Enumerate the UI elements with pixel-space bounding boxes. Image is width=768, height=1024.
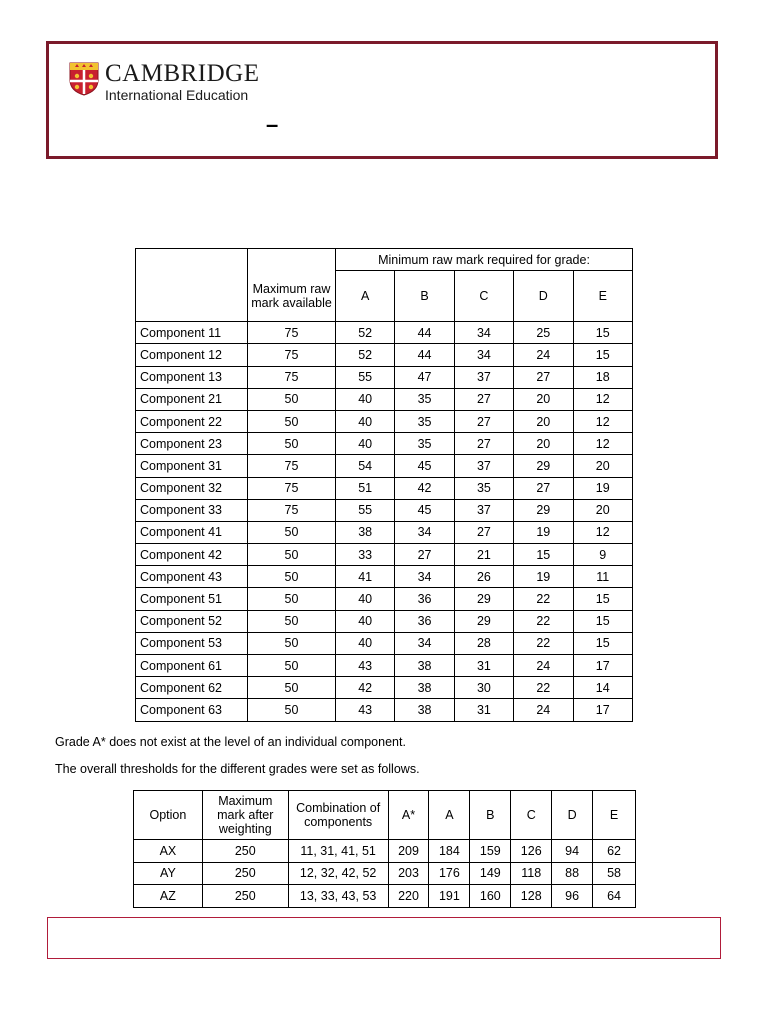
max-mark-cell: 50 (248, 655, 336, 677)
max-mark-cell: 50 (248, 410, 336, 432)
grade-a-cell: 43 (336, 699, 395, 721)
grade-e-cell: 14 (573, 677, 633, 699)
table-header-row (136, 271, 633, 322)
table-row (134, 885, 636, 908)
overall-cell: 176 (429, 862, 470, 885)
grade-a-cell: 38 (336, 521, 395, 543)
grade-a-cell: 54 (336, 455, 395, 477)
overall-cell: 220 (388, 885, 429, 908)
table-row (136, 322, 633, 344)
component-name-cell: Component 43 (136, 566, 248, 588)
grade-e-cell: 15 (573, 344, 633, 366)
grade-e-cell: 17 (573, 655, 633, 677)
grade-a-cell: 55 (336, 499, 395, 521)
logo-name: CAMBRIDGE (105, 60, 260, 87)
overall-note: The overall thresholds for the different grades were set as follows. (55, 762, 420, 776)
grade-e-cell: 12 (573, 388, 633, 410)
overall-header-cell: Combination of components (288, 791, 388, 840)
overall-cell: 96 (552, 885, 593, 908)
overall-cell: 58 (593, 862, 636, 885)
grade-d-cell: 19 (514, 566, 573, 588)
grade-c-cell: 27 (454, 521, 513, 543)
overall-cell: 250 (202, 862, 288, 885)
component-name-cell: Component 33 (136, 499, 248, 521)
grade-a-cell: 40 (336, 433, 395, 455)
empty-header-cell (136, 271, 248, 322)
grade-c-cell: 28 (454, 632, 513, 654)
table-row (136, 544, 633, 566)
grade-a-cell: 40 (336, 588, 395, 610)
component-name-cell: Component 21 (136, 388, 248, 410)
grade-e-cell: 15 (573, 322, 633, 344)
title-dash: – (266, 112, 279, 137)
max-mark-cell: 50 (248, 388, 336, 410)
grade-header: D (514, 271, 573, 322)
grade-e-cell: 12 (573, 521, 633, 543)
grade-b-cell: 47 (395, 366, 454, 388)
max-raw-mark-header: Maximum raw mark available (248, 271, 336, 322)
table-row (136, 388, 633, 410)
overall-cell: 250 (202, 840, 288, 863)
table-row (136, 477, 633, 499)
grade-e-cell: 15 (573, 588, 633, 610)
max-mark-cell: 75 (248, 322, 336, 344)
grade-e-cell: 12 (573, 433, 633, 455)
grade-d-cell: 22 (514, 610, 573, 632)
grade-a-cell: 43 (336, 655, 395, 677)
grade-b-cell: 36 (395, 588, 454, 610)
overall-cell: 184 (429, 840, 470, 863)
component-name-cell: Component 11 (136, 322, 248, 344)
grade-b-cell: 45 (395, 455, 454, 477)
grade-c-cell: 35 (454, 477, 513, 499)
grade-d-cell: 20 (514, 410, 573, 432)
grade-e-cell: 20 (573, 499, 633, 521)
overall-cell: 118 (511, 862, 552, 885)
cambridge-shield-icon (69, 62, 99, 96)
table-row (134, 862, 636, 885)
max-mark-cell: 50 (248, 521, 336, 543)
overall-cell: AX (134, 840, 203, 863)
component-name-cell: Component 32 (136, 477, 248, 499)
overall-cell: 209 (388, 840, 429, 863)
grade-a-cell: 40 (336, 610, 395, 632)
max-mark-cell: 50 (248, 433, 336, 455)
grade-c-cell: 21 (454, 544, 513, 566)
max-mark-cell: 50 (248, 588, 336, 610)
grade-header: B (395, 271, 454, 322)
overall-cell: AY (134, 862, 203, 885)
grade-c-cell: 31 (454, 655, 513, 677)
overall-cell: 128 (511, 885, 552, 908)
grade-header: E (573, 271, 633, 322)
table-row (136, 344, 633, 366)
grade-d-cell: 25 (514, 322, 573, 344)
overall-cell: 203 (388, 862, 429, 885)
grade-a-cell: 40 (336, 410, 395, 432)
grade-e-cell: 19 (573, 477, 633, 499)
grade-d-cell: 27 (514, 366, 573, 388)
table-header-row (136, 249, 633, 271)
grade-c-cell: 37 (454, 499, 513, 521)
grade-a-cell: 52 (336, 344, 395, 366)
grade-a-cell: 52 (336, 322, 395, 344)
table-row (136, 521, 633, 543)
grade-e-cell: 17 (573, 699, 633, 721)
header-box (46, 41, 718, 159)
grade-c-cell: 37 (454, 455, 513, 477)
grade-a-cell: 40 (336, 388, 395, 410)
empty-header-cell (248, 249, 336, 271)
overall-cell: 159 (470, 840, 511, 863)
overall-header-cell: E (593, 791, 636, 840)
overall-cell: 88 (552, 862, 593, 885)
overall-cell: 13, 33, 43, 53 (288, 885, 388, 908)
grade-e-cell: 9 (573, 544, 633, 566)
grade-d-cell: 24 (514, 655, 573, 677)
grade-b-cell: 38 (395, 677, 454, 699)
empty-header-cell (136, 249, 248, 271)
grade-c-cell: 27 (454, 388, 513, 410)
table-header-row (134, 791, 636, 840)
component-name-cell: Component 53 (136, 632, 248, 654)
grade-c-cell: 26 (454, 566, 513, 588)
grade-b-cell: 36 (395, 610, 454, 632)
overall-header-cell: B (470, 791, 511, 840)
table-row (136, 499, 633, 521)
grade-a-cell: 55 (336, 366, 395, 388)
overall-cell: 191 (429, 885, 470, 908)
overall-header-cell: A (429, 791, 470, 840)
overall-cell: 12, 32, 42, 52 (288, 862, 388, 885)
grade-d-cell: 24 (514, 344, 573, 366)
grade-e-cell: 15 (573, 610, 633, 632)
table-row (136, 588, 633, 610)
grade-c-cell: 29 (454, 610, 513, 632)
grade-d-cell: 20 (514, 388, 573, 410)
grade-c-cell: 37 (454, 366, 513, 388)
table-row (136, 455, 633, 477)
max-mark-cell: 50 (248, 544, 336, 566)
grade-b-cell: 35 (395, 410, 454, 432)
grade-c-cell: 29 (454, 588, 513, 610)
overall-cell: 62 (593, 840, 636, 863)
grade-e-cell: 20 (573, 455, 633, 477)
grade-d-cell: 22 (514, 677, 573, 699)
grade-a-cell: 41 (336, 566, 395, 588)
grade-d-cell: 29 (514, 499, 573, 521)
table-row (136, 433, 633, 455)
component-name-cell: Component 42 (136, 544, 248, 566)
grade-d-cell: 29 (514, 455, 573, 477)
component-name-cell: Component 63 (136, 699, 248, 721)
grade-d-cell: 20 (514, 433, 573, 455)
table-row (136, 410, 633, 432)
grade-d-cell: 15 (514, 544, 573, 566)
grade-c-cell: 31 (454, 699, 513, 721)
table-row (136, 677, 633, 699)
overall-threshold-table (133, 790, 636, 908)
footer-box (47, 917, 721, 959)
grade-a-cell: 51 (336, 477, 395, 499)
component-name-cell: Component 62 (136, 677, 248, 699)
grade-d-cell: 27 (514, 477, 573, 499)
max-mark-cell: 50 (248, 610, 336, 632)
grade-b-cell: 44 (395, 344, 454, 366)
grade-a-cell: 40 (336, 632, 395, 654)
component-name-cell: Component 12 (136, 344, 248, 366)
overall-cell: 64 (593, 885, 636, 908)
grade-b-cell: 44 (395, 322, 454, 344)
max-mark-cell: 75 (248, 499, 336, 521)
component-name-cell: Component 51 (136, 588, 248, 610)
max-mark-cell: 75 (248, 366, 336, 388)
table-row (136, 699, 633, 721)
grade-e-cell: 12 (573, 410, 633, 432)
max-mark-cell: 50 (248, 632, 336, 654)
max-mark-cell: 75 (248, 455, 336, 477)
table-row (136, 655, 633, 677)
grade-c-cell: 34 (454, 322, 513, 344)
overall-header-cell: Maximum mark after weighting (202, 791, 288, 840)
table-row (136, 366, 633, 388)
grade-c-cell: 34 (454, 344, 513, 366)
table-row (136, 632, 633, 654)
grade-e-cell: 15 (573, 632, 633, 654)
grade-d-cell: 22 (514, 632, 573, 654)
overall-cell: 94 (552, 840, 593, 863)
grade-d-cell: 19 (514, 521, 573, 543)
overall-cell: 11, 31, 41, 51 (288, 840, 388, 863)
grade-header: A (336, 271, 395, 322)
grade-b-cell: 34 (395, 566, 454, 588)
grade-b-cell: 38 (395, 699, 454, 721)
grade-b-cell: 35 (395, 388, 454, 410)
table-row (136, 566, 633, 588)
grade-b-cell: 34 (395, 632, 454, 654)
min-raw-mark-header: Minimum raw mark required for grade: (336, 249, 633, 271)
grade-b-cell: 27 (395, 544, 454, 566)
component-name-cell: Component 61 (136, 655, 248, 677)
overall-cell: AZ (134, 885, 203, 908)
overall-header-cell: D (552, 791, 593, 840)
overall-cell: 126 (511, 840, 552, 863)
grade-a-cell: 42 (336, 677, 395, 699)
grade-b-cell: 34 (395, 521, 454, 543)
grade-c-cell: 30 (454, 677, 513, 699)
astar-note: Grade A* does not exist at the level of an individual component. (55, 735, 406, 749)
grade-b-cell: 38 (395, 655, 454, 677)
overall-cell: 149 (470, 862, 511, 885)
cambridge-logo (69, 62, 260, 104)
component-name-cell: Component 52 (136, 610, 248, 632)
component-name-cell: Component 41 (136, 521, 248, 543)
table-row (134, 840, 636, 863)
overall-cell: 250 (202, 885, 288, 908)
overall-header-cell: C (511, 791, 552, 840)
grade-c-cell: 27 (454, 433, 513, 455)
overall-cell: 160 (470, 885, 511, 908)
component-name-cell: Component 23 (136, 433, 248, 455)
component-name-cell: Component 31 (136, 455, 248, 477)
max-mark-cell: 50 (248, 699, 336, 721)
max-mark-cell: 50 (248, 677, 336, 699)
grade-d-cell: 24 (514, 699, 573, 721)
grade-e-cell: 18 (573, 366, 633, 388)
max-mark-cell: 75 (248, 477, 336, 499)
logo-subtitle: International Education (105, 87, 249, 103)
grade-c-cell: 27 (454, 410, 513, 432)
grade-header: C (454, 271, 513, 322)
max-mark-cell: 50 (248, 566, 336, 588)
overall-header-cell: Option (134, 791, 203, 840)
grade-b-cell: 35 (395, 433, 454, 455)
max-mark-cell: 75 (248, 344, 336, 366)
grade-b-cell: 45 (395, 499, 454, 521)
grade-d-cell: 22 (514, 588, 573, 610)
table-row (136, 610, 633, 632)
component-threshold-table (135, 248, 633, 722)
grade-a-cell: 33 (336, 544, 395, 566)
grade-e-cell: 11 (573, 566, 633, 588)
component-name-cell: Component 13 (136, 366, 248, 388)
grade-b-cell: 42 (395, 477, 454, 499)
overall-header-cell: A* (388, 791, 429, 840)
component-name-cell: Component 22 (136, 410, 248, 432)
